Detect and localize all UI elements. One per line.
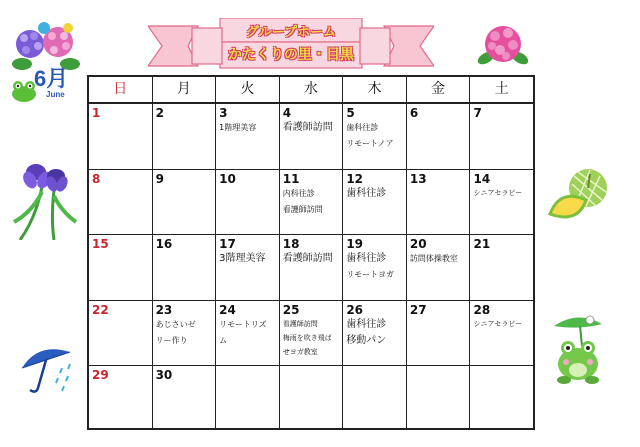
day-cell xyxy=(407,235,471,300)
event-label: 内科往診 xyxy=(282,188,315,198)
event-label: リモートノア xyxy=(346,139,394,148)
week-row xyxy=(89,170,533,236)
day-cell xyxy=(216,104,280,169)
weekday-saturday: 土 xyxy=(494,81,509,97)
day-cell xyxy=(216,301,280,366)
day-number: 22 xyxy=(92,302,109,317)
day-cell xyxy=(470,170,533,235)
day-number: 18 xyxy=(282,237,300,252)
event-label: リモートヨガ xyxy=(346,270,394,280)
day-cell xyxy=(216,235,280,300)
event-label: 看護師訪問 xyxy=(282,122,333,133)
weekday-header-row xyxy=(89,77,533,104)
day-cell xyxy=(153,235,217,300)
day-cell xyxy=(470,235,533,300)
day-number: 27 xyxy=(409,302,427,317)
day-cell xyxy=(470,104,533,169)
event-label: リモートリズ xyxy=(219,319,267,329)
title-ribbon xyxy=(148,18,434,72)
day-number: 26 xyxy=(346,302,364,317)
day-cell xyxy=(89,170,153,235)
day-number: 19 xyxy=(346,237,364,252)
day-number: 11 xyxy=(282,171,300,186)
day-cell xyxy=(407,366,471,430)
weekday-sunday: 日 xyxy=(89,77,153,102)
day-cell xyxy=(343,366,407,430)
event-label: ム xyxy=(219,335,228,345)
event-label: 看護師訪問 xyxy=(282,204,323,214)
week-row xyxy=(89,104,533,170)
umbrella-icon xyxy=(18,338,78,402)
event-label: 訪問体操教室 xyxy=(409,254,458,264)
day-cell xyxy=(343,235,407,300)
weekday-friday: 金 xyxy=(407,77,471,102)
day-cell xyxy=(153,301,217,366)
day-cell xyxy=(343,170,407,235)
day-cell xyxy=(470,301,533,366)
title-line-2: かたくりの里・目黒 xyxy=(228,47,354,63)
week-row xyxy=(89,235,533,301)
day-number: 3 xyxy=(219,106,228,120)
title-line-1: グループホーム xyxy=(246,25,336,40)
day-number: 29 xyxy=(92,368,109,383)
melon-icon xyxy=(546,166,610,236)
event-label: 梅雨を吹き飛ば xyxy=(282,333,332,342)
event-label: シニアセラピー xyxy=(473,188,523,197)
day-cell xyxy=(280,366,344,430)
day-number: 25 xyxy=(282,302,300,317)
event-label: 3階理美容 xyxy=(219,253,266,265)
event-label: せヨガ教室 xyxy=(282,347,318,356)
day-cell xyxy=(407,170,471,235)
day-cell xyxy=(343,301,407,366)
day-number: 10 xyxy=(219,171,236,186)
day-number: 5 xyxy=(346,106,355,120)
day-cell xyxy=(280,170,344,235)
weekday-tuesday: 火 xyxy=(216,77,280,102)
day-cell xyxy=(280,104,344,169)
day-cell xyxy=(407,301,471,366)
day-number: 13 xyxy=(409,171,427,186)
day-number: 28 xyxy=(473,302,491,317)
event-label: 看護師訪問 xyxy=(282,253,333,265)
calendar-grid xyxy=(87,75,535,430)
day-cell xyxy=(89,235,153,300)
day-cell xyxy=(89,104,153,169)
week-row xyxy=(89,301,533,367)
day-cell xyxy=(280,301,344,366)
day-cell xyxy=(153,104,217,169)
day-number: 14 xyxy=(473,171,491,186)
event-label: 歯科往診 xyxy=(346,318,387,330)
hydrangea-icon xyxy=(478,20,528,74)
day-number: 15 xyxy=(92,237,109,252)
day-number: 2 xyxy=(155,106,164,120)
event-label: あじさいゼ xyxy=(155,319,196,329)
weekday-wednesday: 水 xyxy=(280,77,344,102)
day-number: 6 xyxy=(409,106,419,120)
day-number: 24 xyxy=(219,302,236,317)
day-number: 20 xyxy=(409,237,427,252)
day-cell xyxy=(89,301,153,366)
week-row xyxy=(89,366,533,430)
day-number: 12 xyxy=(346,171,364,186)
frog-with-leaf-icon xyxy=(550,312,608,390)
day-cell xyxy=(407,104,471,169)
day-number: 21 xyxy=(473,237,491,252)
day-cell xyxy=(89,366,153,430)
event-label: 歯科往診 xyxy=(346,123,379,132)
day-number: 1 xyxy=(92,106,101,120)
event-label: 歯科往診 xyxy=(346,253,387,265)
weekday-thursday: 木 xyxy=(343,77,407,102)
day-number: 7 xyxy=(473,106,482,120)
day-number: 16 xyxy=(155,237,173,252)
day-number: 30 xyxy=(155,368,173,383)
event-label: 歯科往診 xyxy=(346,187,387,199)
event-label: 看護師訪問 xyxy=(282,319,318,328)
day-number: 17 xyxy=(219,237,236,252)
day-number: 9 xyxy=(155,171,164,186)
event-label: リー作り xyxy=(155,335,188,345)
day-cell xyxy=(280,235,344,300)
day-number: 23 xyxy=(155,302,173,317)
day-cell xyxy=(470,366,533,430)
event-label: 1階理美容 xyxy=(219,123,257,132)
iris-flower-icon xyxy=(10,152,84,244)
weekday-monday: 月 xyxy=(153,77,217,102)
day-cell xyxy=(343,104,407,169)
day-cell xyxy=(216,170,280,235)
event-label: 移動パン xyxy=(346,334,387,346)
month-english: June xyxy=(46,90,65,99)
day-number: 4 xyxy=(282,106,292,120)
day-cell xyxy=(153,366,217,430)
day-number: 8 xyxy=(92,171,101,186)
day-cell xyxy=(153,170,217,235)
month-number: 6月 xyxy=(34,66,69,91)
event-label: シニアセラピー xyxy=(473,319,523,328)
day-cell xyxy=(216,366,280,430)
